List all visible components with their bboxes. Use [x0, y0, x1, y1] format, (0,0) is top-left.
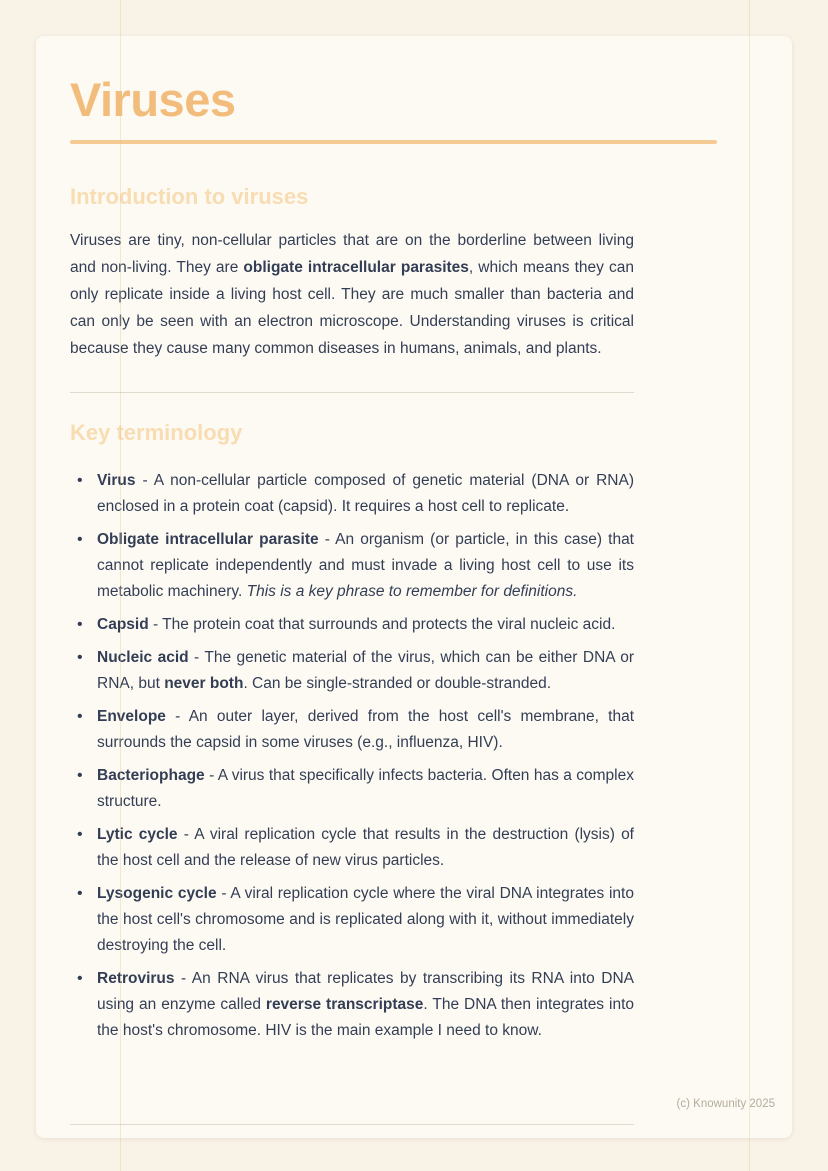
page-title: Viruses: [70, 73, 236, 126]
list-item-capsid: • Capsid - The protein coat that surrounds and protects the viral nucleic acid.: [70, 612, 634, 638]
list-item-lytic-cycle: • Lytic cycle - A viral replication cycle that results in the destruction (lysis) of the host cell and the release of new virus particles.: [70, 822, 634, 874]
bottom-divider: [70, 1124, 634, 1125]
document-content: [36, 36, 792, 1044]
document-card: [36, 36, 792, 1138]
terminology-list: [70, 468, 634, 1044]
heading-key-terminology: Key terminology: [70, 420, 243, 445]
list-item-nucleic-acid: • Nucleic acid - The genetic material of the virus, which can be either DNA or RNA, but never both. Can be single-stranded or double-stranded.: [70, 645, 634, 697]
list-item-retrovirus: • Retrovirus - An RNA virus that replicates by transcribing its RNA into DNA using an enzyme called reverse transcriptase. The DNA then integrates into the host's chromosome. HIV is the main example I need to know.: [70, 966, 634, 1044]
title-underline: [70, 140, 717, 144]
section-divider: [70, 392, 634, 393]
list-item-virus: • Virus - A non-cellular particle composed of genetic material (DNA or RNA) enclosed in a protein coat (capsid). It requires a host cell to replicate.: [70, 468, 634, 520]
list-item-obligate-parasite: • Obligate intracellular parasite - An organism (or particle, in this case) that cannot replicate independently and must invade a living host cell to use its metabolic machinery. This is a key phrase to remember for definitions.: [70, 527, 634, 605]
heading-introduction: Introduction to viruses: [70, 184, 309, 209]
list-item-bacteriophage: • Bacteriophage - A virus that specifically infects bacteria. Often has a complex structure.: [70, 763, 634, 815]
list-item-envelope: • Envelope - An outer layer, derived from the host cell's membrane, that surrounds the capsid in some viruses (e.g., influenza, HIV).: [70, 704, 634, 756]
footer-credit: (c) Knowunity 2025: [676, 1098, 775, 1110]
list-item-lysogenic-cycle: • Lysogenic cycle - A viral replication cycle where the viral DNA integrates into the host cell's chromosome and is replicated along with it, without immediately destroying the cell.: [70, 881, 634, 959]
intro-paragraph: Viruses are tiny, non-cellular particles that are on the borderline between living and non-living. They are obligate intracellular parasites, which means they can only replicate inside a living host cell. They are much smaller than bacteria and can only be seen with an electron microscope. Understanding viruses is critical because they cause many common diseases in humans, animals, and plants.: [70, 232, 634, 357]
